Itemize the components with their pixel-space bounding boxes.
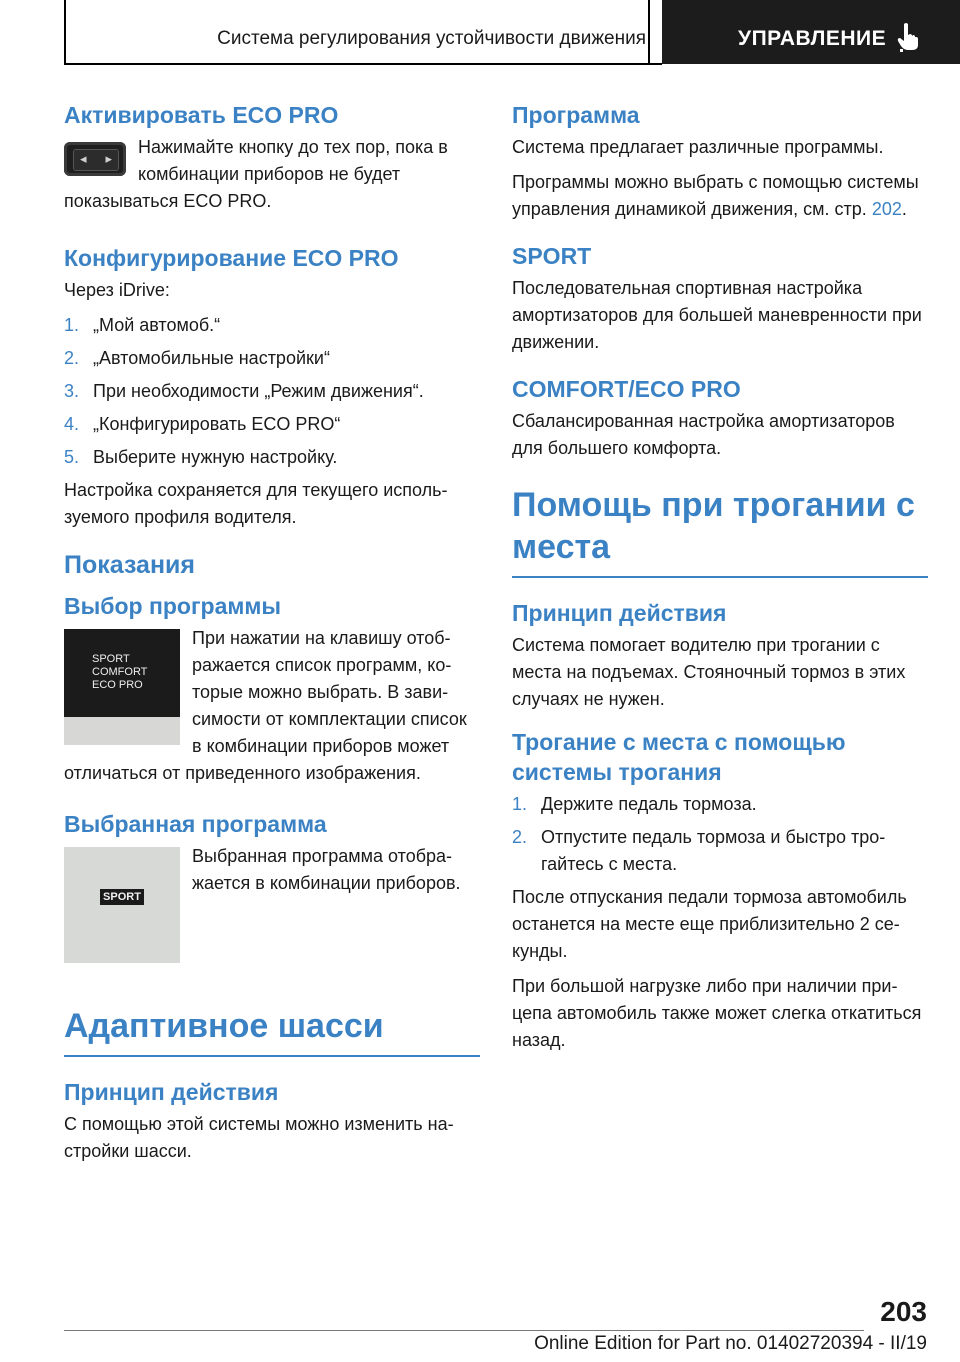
- program-text-2: [512, 169, 928, 223]
- step-text: „Конфигурировать ECO PRO“: [93, 414, 341, 434]
- step-text: „Мой автомоб.“: [93, 315, 221, 335]
- sport-badge: SPORT: [100, 889, 144, 905]
- eco-config-steps: [64, 312, 480, 471]
- eco-config-note: Настройка сохраняется для текущего используемого профиля водителя.: [64, 480, 448, 527]
- header-separator: [648, 0, 650, 64]
- drive-mode-button-image: [64, 142, 126, 176]
- heading-adaptive-principle: Принцип действия: [64, 1079, 279, 1105]
- startoff-load-text: При большой нагрузке либо при наличии прицепа автомобиль также может слегка откатиться назад.: [512, 976, 922, 1050]
- chapter-title: Система регулирования устойчивости движения: [217, 28, 646, 49]
- list-item: [512, 824, 928, 878]
- list-item: [64, 345, 480, 372]
- arrow-right-icon: ▸: [105, 151, 112, 166]
- menu-option-eco-pro: ECO PRO: [92, 679, 143, 691]
- startoff-after-text: После отпускания педали тормоза автомобиль останется на месте еще приблизительно 2 секунды.: [512, 887, 907, 961]
- page-number: 203: [880, 1296, 927, 1327]
- instrument-screen: [64, 629, 180, 717]
- heading-eco-config: Конфигурирование ECO PRO: [64, 245, 399, 271]
- page-link[interactable]: 202: [871, 199, 902, 219]
- heading-selected-program: Выбранная программа: [64, 811, 327, 837]
- step-number: 4.: [64, 414, 80, 434]
- program-select-text: При нажатии на клавишу отображается список программ, которые можно выбрать. В зависимости от комплектации список в комбинации приборов может отличаться от приведенного изображения.: [64, 628, 467, 783]
- selected-program-block: [64, 843, 480, 969]
- step-text: При необходимости „Режим движения“.: [93, 381, 424, 401]
- heading-program: Программа: [512, 102, 640, 128]
- selected-program-text: Выбранная программа отображается в комбинации приборов.: [192, 846, 461, 893]
- left-column: [64, 100, 480, 1173]
- edition-note: Online Edition for Part no. 01402720394 - II/19: [534, 1333, 927, 1354]
- startoff-principle-text: Система помогает водителю при трогании с места на подъемах. Стояночный тормоз в этих случаях не нужен.: [512, 635, 906, 709]
- startoff-steps: [512, 791, 928, 878]
- step-number: 1.: [512, 794, 528, 814]
- program-text-2-start: Программы можно выбрать с помощью системы управления динамикой движения, см. стр.: [512, 172, 919, 219]
- step-text: Держите педаль тормоза.: [541, 794, 757, 814]
- step-text: Выберите нужную настройку.: [93, 447, 338, 467]
- list-item: [512, 791, 928, 818]
- selected-program-image: [64, 847, 180, 963]
- sport-text: Последовательная спортивная настройка амортизаторов для большей маневренности при движении.: [512, 278, 922, 352]
- eco-config-intro: Через iDrive:: [64, 280, 170, 300]
- step-text: Отпустите педаль тормоза и быстро трогайтесь с места.: [541, 827, 886, 874]
- step-number: 2.: [512, 827, 528, 847]
- heading-adaptive-chassis: Адаптивное шасси: [64, 1007, 384, 1045]
- step-number: 3.: [64, 381, 80, 401]
- step-number: 2.: [64, 348, 80, 368]
- heading-comfort-eco: COMFORT/ECO PRO: [512, 376, 741, 402]
- heading-startoff-with-system: Трогание с места с помощью системы трогания: [512, 729, 846, 785]
- list-item: [64, 444, 480, 471]
- eco-activate-text: Нажимайте кнопку до тех пор, пока в комбинации приборов не будет показываться ECO PRO.: [64, 137, 448, 211]
- heading-start-off-assist: Помощь при трогании с места: [512, 486, 915, 566]
- step-number: 1.: [64, 315, 80, 335]
- section-rule: [512, 576, 928, 578]
- list-item: [64, 312, 480, 339]
- heading-program-select: Выбор программы: [64, 593, 282, 619]
- pointing-hand-icon: [896, 22, 920, 52]
- section-rule: [64, 1055, 480, 1057]
- section-label: УПРАВЛЕНИЕ: [738, 27, 887, 50]
- footer-rule: [64, 1330, 864, 1331]
- adaptive-principle-text: С помощью этой системы можно изменить настройки шасси.: [64, 1114, 454, 1161]
- step-number: 5.: [64, 447, 80, 467]
- heading-startoff-principle: Принцип действия: [512, 600, 727, 626]
- drive-mode-button-face: [73, 149, 119, 171]
- program-list-image: [64, 629, 180, 745]
- menu-option-sport: SPORT: [92, 653, 130, 665]
- eco-activate-block: [64, 134, 480, 223]
- heading-eco-activate: Активировать ECO PRO: [64, 102, 339, 128]
- program-text-1: Система предлагает различные программы.: [512, 137, 884, 157]
- list-item: [64, 411, 480, 438]
- heading-sport: SPORT: [512, 243, 592, 269]
- menu-option-comfort: COMFORT: [92, 666, 148, 678]
- program-select-block: [64, 625, 480, 795]
- section-tab: [662, 0, 960, 64]
- list-item: [64, 378, 480, 405]
- program-text-2-end: .: [901, 199, 907, 219]
- right-column: [512, 100, 928, 1062]
- header-bottom-border: [64, 63, 662, 65]
- comfort-text: Сбалансированная настройка амортизаторов для большего комфорта.: [512, 411, 895, 458]
- arrow-left-icon: ◂: [80, 151, 87, 166]
- step-text: „Автомобильные настройки“: [93, 348, 330, 368]
- heading-display: Показания: [64, 551, 196, 579]
